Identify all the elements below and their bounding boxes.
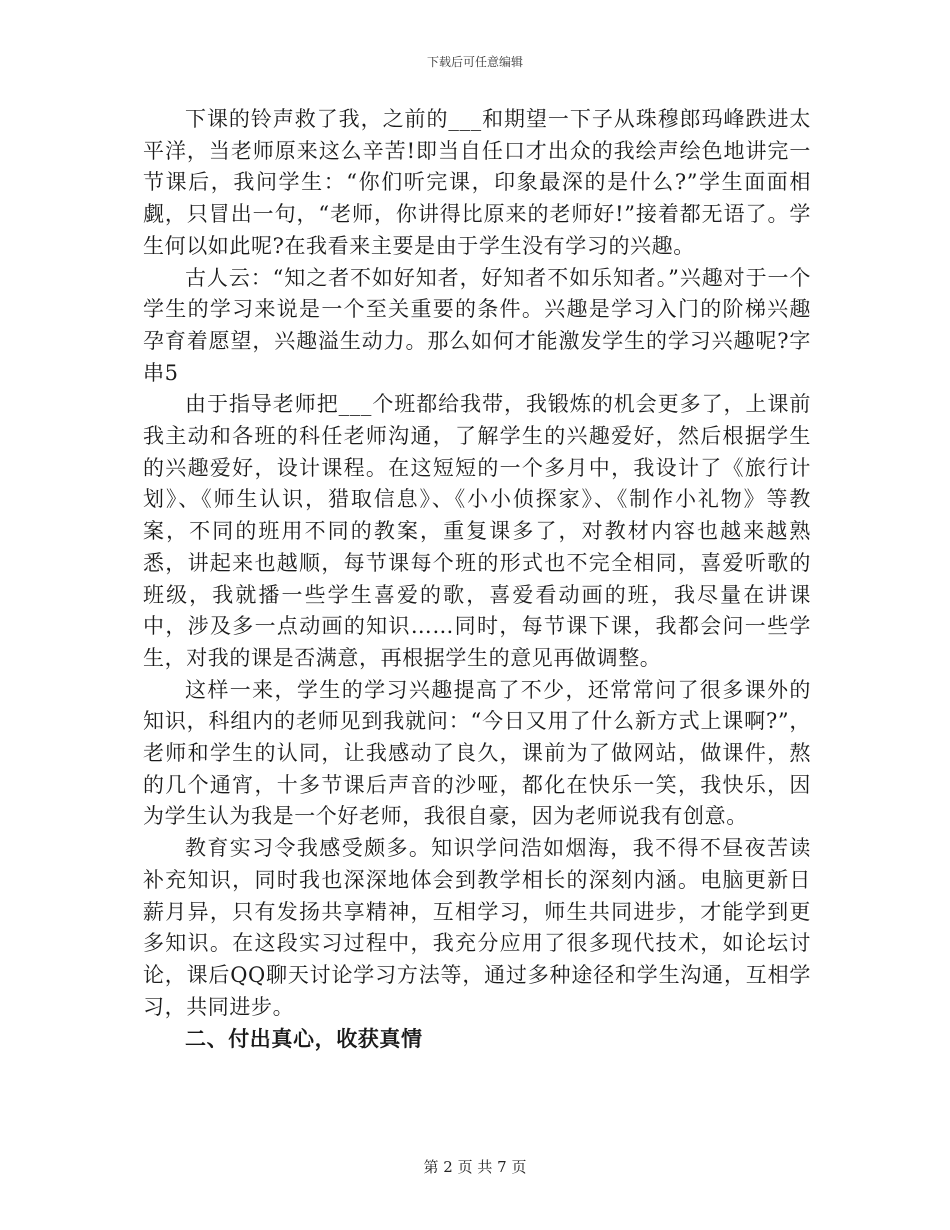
document-body (143, 104, 811, 1055)
paragraph-3: 由于指导老师把___个班都给我带，我锻炼的机会更多了，上课前我主动和各班的科任老师沟通，了解学生的兴趣爱好，然后根据学生的兴趣爱好，设计课程。在这短短的一个多月中，我设计了《旅行计划》、《师生认识，猎取信息》、《小小侦探家》、《制作小礼物》等教案，不同的班用不同的教案，重复课多了，对教材内容也越来越熟悉，讲起来也越顺，每节课每个班的形式也不完全相同，喜爱听歌的班级，我就播一些学生喜爱的歌，喜爱看动画的班，我尽量在讲课中，涉及多一点动画的知识……同时，每节课下课，我都会问一些学生，对我的课是否满意，再根据学生的意见再做调整。 (143, 392, 811, 670)
header-note: 下载后可任意编辑 (426, 55, 523, 69)
paragraph-5: 教育实习令我感受颇多。知识学问浩如烟海，我不得不昼夜苦读补充知识，同时我也深深地体会到教学相长的深刻内涵。电脑更新日薪月异，只有发扬共享精神，互相学习，师生共同进步，才能学到更多知识。在这段实习过程中，我充分应用了很多现代技术，如论坛讨论，课后QQ聊天讨论学习方法等，通过多种途径和学生沟通，互相学习，共同进步。 (143, 836, 811, 1019)
paragraph-4: 这样一来，学生的学习兴趣提高了不少，还常常问了很多课外的知识，科组内的老师见到我就问：“今日又用了什么新方式上课啊?”，老师和学生的认同，让我感动了良久，课前为了做网站，做课件，熬的几个通宵，十多节课后声音的沙哑，都化在快乐一笑，我快乐，因为学生认为我是一个好老师，我很自豪，因为老师说我有创意。 (143, 677, 811, 829)
paragraph-2: 古人云：“知之者不如好知者，好知者不如乐知者。”兴趣对于一个学生的学习来说是一个至关重要的条件。兴趣是学习入门的阶梯兴趣孕育着愿望，兴趣溢生动力。那么如何才能激发学生的学习兴趣呢?字串5 (143, 265, 811, 385)
section-heading: 二、付出真心，收获真情 (185, 1026, 423, 1052)
paragraph-1: 下课的铃声救了我，之前的___和期望一下子从珠穆郎玛峰跌进太平洋，当老师原来这么辛苦!即当自任口才出众的我绘声绘色地讲完一节课后，我问学生：“你们听完课，印象最深的是什么?”学生面面相觑，只冒出一句，“老师，你讲得比原来的老师好!”接着都无语了。学生何以如此呢?在我看来主要是由于学生没有学习的兴趣。 (143, 107, 811, 258)
page-number: 第 2 页 共 7 页 (423, 1158, 527, 1176)
